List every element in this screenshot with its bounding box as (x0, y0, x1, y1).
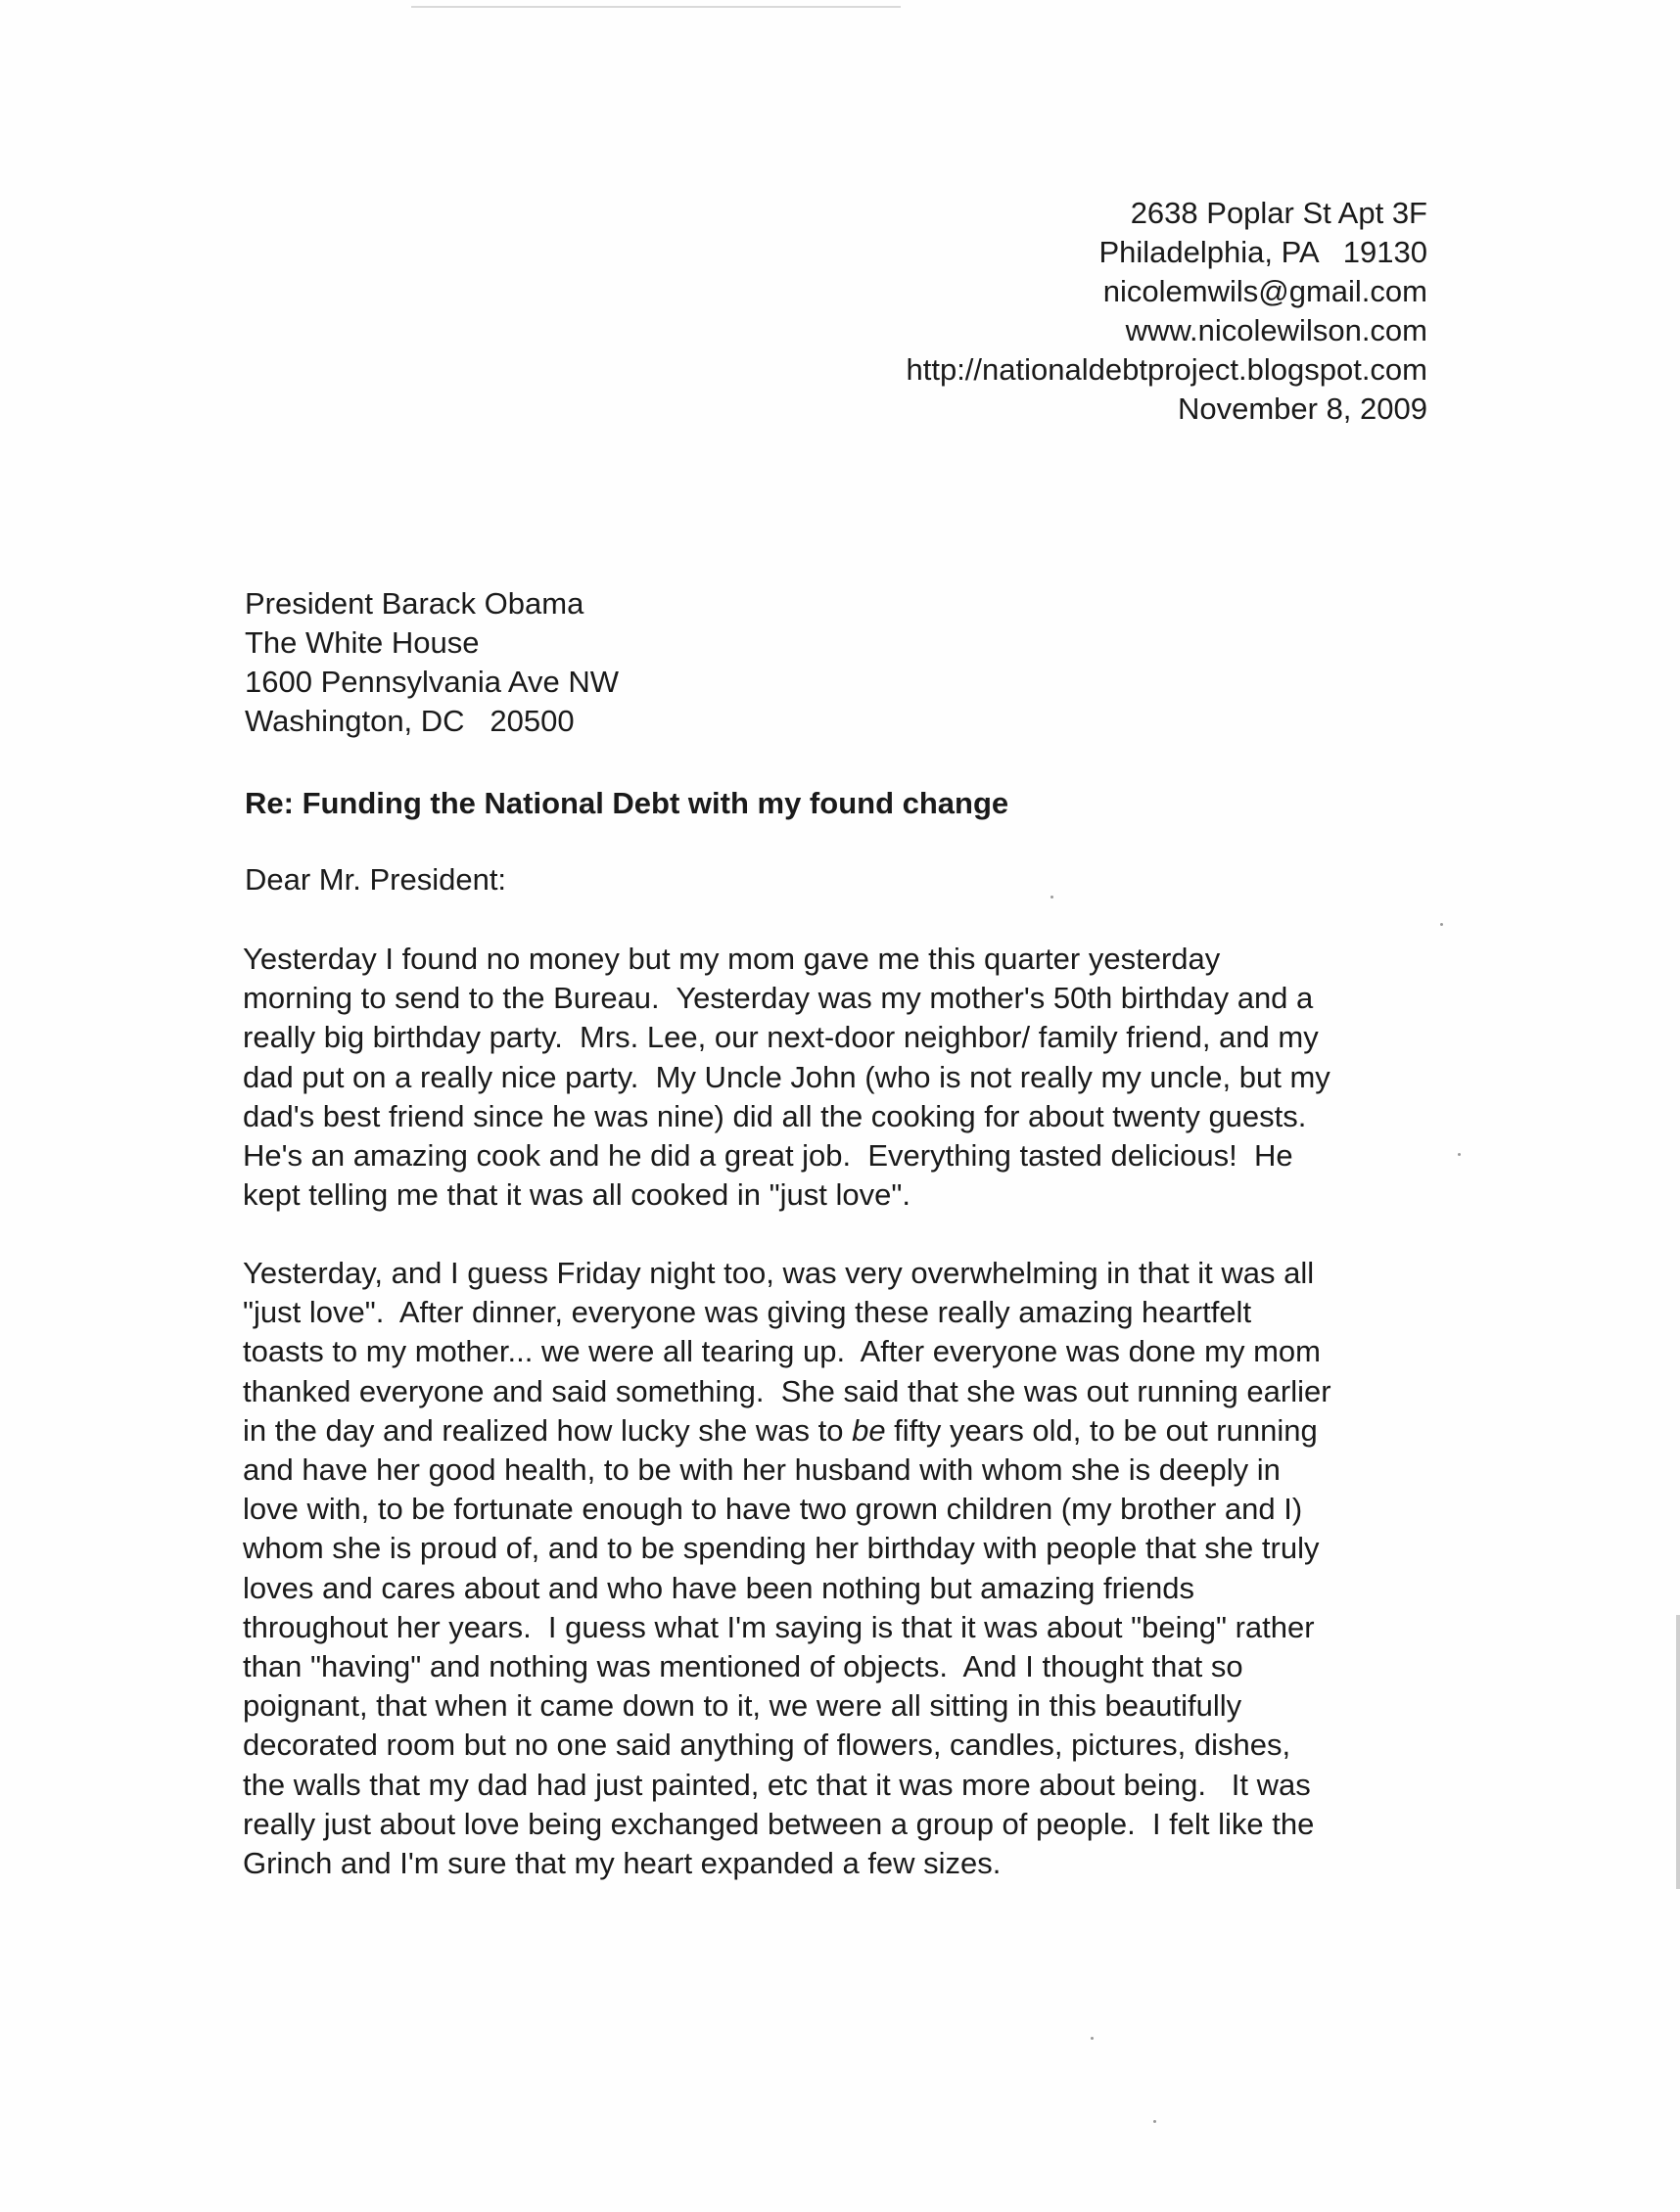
recipient-name: President Barack Obama (245, 586, 584, 621)
scan-speck (1050, 896, 1053, 899)
paragraph-line: loves and cares about and who have been nothing but amazing friends (243, 1570, 1195, 1605)
paragraph-line: thanked everyone and said something. She said that she was out running earlier (243, 1373, 1331, 1408)
sender-address-block (906, 194, 1427, 429)
paragraph-line: "just love". After dinner, everyone was giving these really amazing heartfelt (243, 1295, 1252, 1330)
sender-city: Philadelphia, PA 19130 (1098, 235, 1427, 269)
paragraph-line: really big birthday party. Mrs. Lee, our next-door neighbor/ family friend, and my (243, 1020, 1319, 1055)
paragraph-line (243, 1411, 1331, 1451)
paragraph-line: Yesterday I found no money but my mom gave me this quarter yesterday (243, 942, 1221, 976)
paragraph-line: the walls that my dad had just painted, etc that it was more about being. It was (243, 1767, 1311, 1802)
scan-speck (1153, 2120, 1156, 2123)
paragraph-line: toasts to my mother... we were all tearing up. After everyone was done my mom (243, 1334, 1321, 1369)
paragraph-line: kept telling me that it was all cooked in "just love". (243, 1177, 910, 1213)
paragraph-line: really just about love being exchanged between a group of people. I felt like the (243, 1806, 1315, 1841)
paragraph-line: He's an amazing cook and he did a great job. Everything tasted delicious! He (243, 1138, 1293, 1174)
letter-date: November 8, 2009 (1177, 392, 1427, 426)
paragraph-line: love with, to be fortunate enough to have two grown children (my brother and I) (243, 1492, 1303, 1527)
recipient-organization: The White House (245, 625, 480, 660)
sender-street: 2638 Poplar St Apt 3F (1130, 196, 1427, 230)
paragraph-line: dad put on a really nice party. My Uncle John (who is not really my uncle, but my (243, 1059, 1330, 1094)
recipient-street: 1600 Pennsylvania Ave NW (245, 665, 619, 699)
scan-speck (1091, 2037, 1094, 2040)
paragraph-line: and have her good health, to be with her husband with whom she is deeply in (243, 1452, 1281, 1488)
recipient-address-block (245, 584, 619, 741)
emphasized-word: be (852, 1412, 886, 1448)
line-text: in the day and realized how lucky she was to (243, 1412, 853, 1448)
paragraph-line: dad's best friend since he was nine) did all the cooking for about twenty guests. (243, 1098, 1307, 1133)
line-text: fifty years old, to be out running (885, 1412, 1318, 1448)
paragraph-line: poignant, that when it came down to it, we were all sitting in this beautifully (243, 1688, 1242, 1724)
paragraph-line: Grinch and I'm sure that my heart expanded a few sizes. (243, 1846, 1002, 1881)
body-paragraph-1 (243, 940, 1330, 1215)
paragraph-line: Yesterday, and I guess Friday night too, was very overwhelming in that it was all (243, 1256, 1315, 1290)
scan-artifact-line (411, 6, 901, 8)
paragraph-line: than "having" and nothing was mentioned of objects. And I thought that so (243, 1649, 1243, 1684)
scan-artifact-edge (1676, 1615, 1680, 1889)
letter-subject: Re: Funding the National Debt with my found change (245, 786, 1009, 820)
recipient-city: Washington, DC 20500 (245, 704, 575, 738)
paragraph-line: morning to send to the Bureau. Yesterday was my mother's 50th birthday and a (243, 981, 1314, 1016)
sender-blog: http://nationaldebtproject.blogspot.com (906, 352, 1427, 387)
paragraph-line: decorated room but no one said anything of flowers, candles, pictures, dishes, (243, 1728, 1291, 1763)
paragraph-line: throughout her years. I guess what I'm saying is that it was about "being" rather (243, 1609, 1315, 1644)
paragraph-line: whom she is proud of, and to be spending her birthday with people that she truly (243, 1531, 1320, 1566)
sender-email: nicolemwils@gmail.com (1102, 274, 1427, 308)
body-paragraph-2 (243, 1254, 1331, 1883)
scan-speck (1440, 923, 1443, 926)
sender-website: www.nicolewilson.com (1125, 313, 1427, 347)
scan-speck (1458, 1153, 1461, 1156)
letter-salutation: Dear Mr. President: (245, 862, 507, 897)
